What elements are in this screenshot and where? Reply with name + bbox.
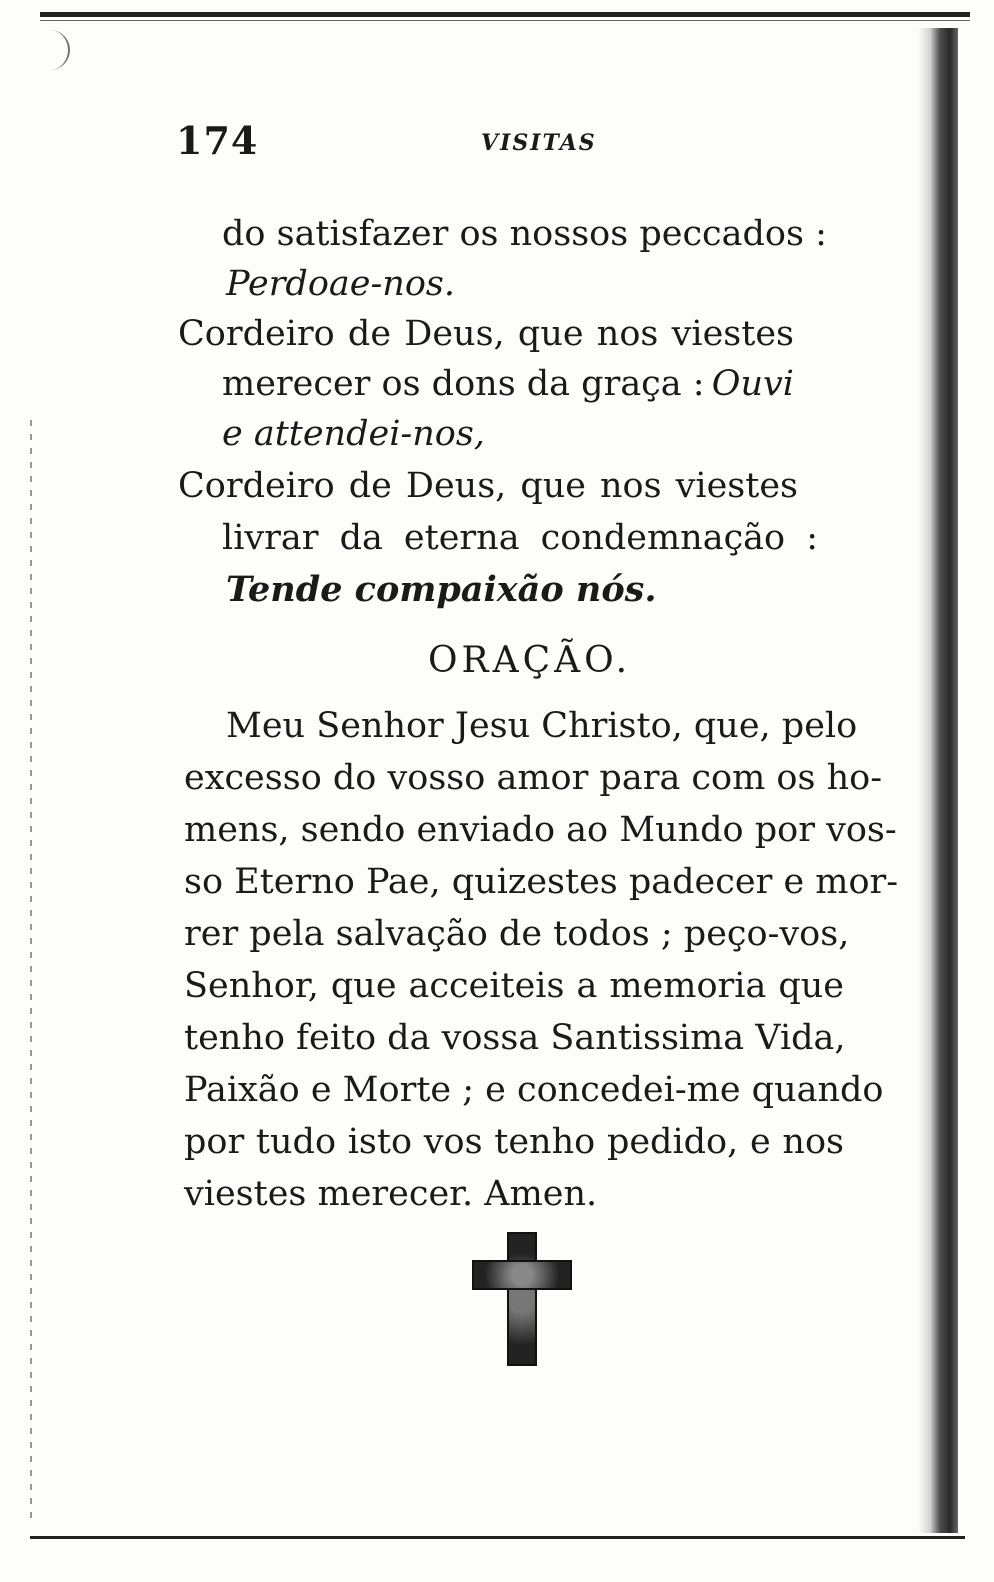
litany-response: Tende compaixão nós. (226, 569, 657, 610)
page-number: 174 (176, 118, 259, 163)
litany-line (222, 518, 818, 558)
prayer-line (184, 966, 844, 1006)
litany-response: Perdoae-nos. (226, 264, 456, 304)
litany-line-text: livrar da eterna condemnação : (222, 518, 818, 558)
page-curl-mark (38, 30, 70, 70)
prayer-line-text: so Eterno Pae, quizestes padecer e mor- (184, 862, 899, 902)
litany-response: e attendei-nos, (222, 414, 485, 454)
prayer-line-text: Paixão e Morte ; e concedei-me quando (184, 1070, 884, 1110)
litany-line (222, 364, 794, 404)
prayer-line (184, 914, 850, 954)
litany-line (178, 466, 798, 506)
litany-line (222, 214, 827, 254)
prayer-line-text: rer pela salvação de todos ; peço-vos, (184, 914, 850, 954)
prayer-line-text: tenho feito da vossa Santissima Vida, (184, 1018, 846, 1058)
litany-line-text: merecer os dons da graça : (222, 364, 705, 404)
top-rule (40, 12, 970, 17)
prayer-line (184, 1018, 844, 1058)
prayer-line (184, 862, 899, 902)
prayer-line (184, 758, 883, 798)
prayer-line (184, 1122, 844, 1162)
book-spine-edge (918, 28, 958, 1533)
prayer-line (226, 706, 858, 746)
page-header (176, 118, 876, 168)
prayer-line-text: Senhor, que acceiteis a memoria que (184, 966, 844, 1006)
prayer-line-text: Meu Senhor Jesu Christo, que, pelo (226, 706, 858, 746)
running-title: VISITAS (481, 130, 597, 156)
prayer-line-text: viestes merecer. Amen. (184, 1174, 598, 1214)
prayer-line (184, 810, 897, 850)
cross-vertical-beam (507, 1232, 537, 1366)
bottom-rule (30, 1536, 965, 1539)
prayer-line-text: mens, sendo enviado ao Mundo por vos- (184, 810, 897, 850)
cross-horizontal-beam (472, 1260, 572, 1290)
prayer-line-text: por tudo isto vos tenho pedido, e nos (184, 1122, 844, 1162)
litany-line-text: do satisfazer os nossos peccados : (222, 214, 827, 254)
litany-line (178, 314, 794, 354)
section-heading: ORAÇÃO. (428, 640, 632, 681)
left-margin-edge (30, 420, 32, 1520)
litany-response: Ouvi (711, 364, 794, 404)
prayer-line-text: excesso do vosso amor para com os ho- (184, 758, 883, 798)
prayer-line (184, 1174, 597, 1214)
top-rule-thin (40, 20, 970, 21)
litany-line-text: Cordeiro de Deus, que nos viestes (178, 314, 794, 354)
litany-line-text: Cordeiro de Deus, que nos viestes (178, 466, 798, 506)
prayer-line (184, 1070, 884, 1110)
crucifix-ornament (470, 1232, 570, 1362)
